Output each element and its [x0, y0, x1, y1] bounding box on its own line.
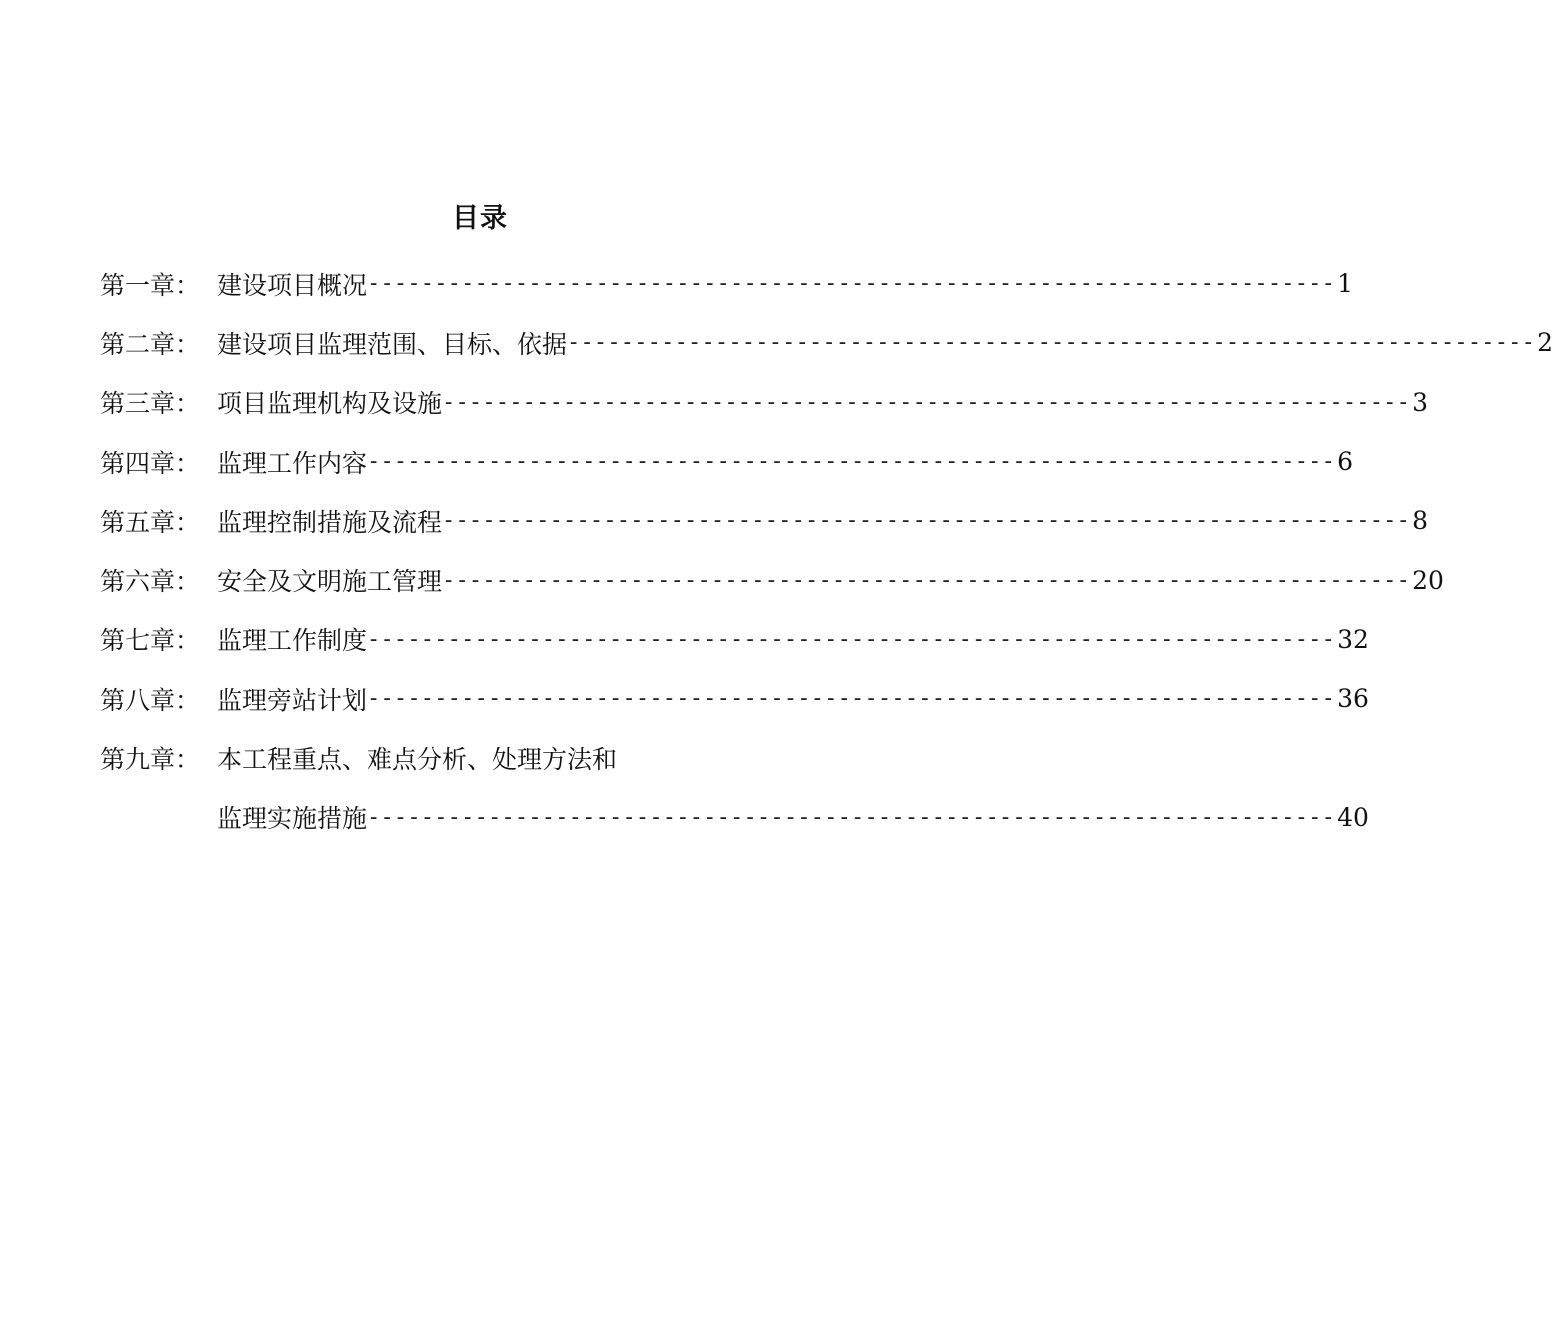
- toc-entry-chapter-6: [100, 550, 1444, 609]
- dot-leader: ------------------------------------------------------------------------: [367, 804, 1336, 830]
- dot-leader: ------------------------------------------------------------------------: [367, 686, 1336, 712]
- chapter-label: 第五章：: [100, 507, 201, 537]
- toc-entry-chapter-2: [100, 313, 1553, 372]
- toc-title: 目录: [452, 203, 508, 234]
- chapter-label: 第二章：: [100, 329, 201, 359]
- chapter-title: 安全及文明施工管理: [217, 567, 443, 597]
- page-number: 8: [1412, 506, 1428, 536]
- chapter-title: 监理实施措施: [217, 804, 368, 834]
- dot-leader: ------------------------------------------------------------------------: [367, 271, 1336, 297]
- chapter-label: 第四章：: [100, 448, 201, 478]
- toc-entry-chapter-4: [100, 432, 1353, 491]
- chapter-label: 第九章：: [100, 745, 201, 775]
- chapter-title: 项目监理机构及设施: [217, 389, 443, 419]
- page-number: 2: [1537, 328, 1553, 358]
- chapter-label: 第一章：: [100, 270, 201, 300]
- page-number: 32: [1337, 624, 1369, 654]
- dot-leader: ------------------------------------------------------------------------: [442, 389, 1411, 415]
- dot-leader: ------------------------------------------------------------------------: [442, 567, 1411, 593]
- dot-leader: ------------------------------------------------------------------------: [442, 508, 1411, 534]
- toc-entry-chapter-9-continued: [100, 788, 1369, 847]
- page-number: 40: [1337, 802, 1369, 832]
- chapter-title: 监理工作内容: [217, 448, 368, 478]
- dot-leader: ------------------------------------------------------------------------: [367, 626, 1336, 652]
- toc-entry-chapter-8: [100, 669, 1369, 728]
- toc-entry-chapter-5: [100, 491, 1428, 550]
- dot-leader: ------------------------------------------------------------------------: [367, 449, 1336, 475]
- page-number: 36: [1337, 684, 1369, 714]
- toc-entry-chapter-9: [100, 728, 820, 787]
- chapter-label: 第三章：: [100, 389, 201, 419]
- chapter-label: 第七章：: [100, 626, 201, 656]
- toc-list: [100, 254, 1553, 847]
- chapter-title: 监理旁站计划: [217, 685, 368, 715]
- chapter-title: 建设项目监理范围、目标、依据: [217, 329, 568, 359]
- page-number: 3: [1412, 387, 1428, 417]
- toc-entry-chapter-3: [100, 373, 1428, 432]
- dot-leader: ------------------------------------------------------------------------: [567, 330, 1536, 356]
- chapter-title: 本工程重点、难点分析、处理方法和: [217, 745, 618, 775]
- toc-entry-chapter-7: [100, 610, 1369, 669]
- toc-entry-chapter-1: [100, 254, 1353, 313]
- chapter-title: 监理工作制度: [217, 626, 368, 656]
- chapter-title: 监理控制措施及流程: [217, 507, 443, 537]
- chapter-label: 第八章：: [100, 685, 201, 715]
- page-number: 1: [1337, 269, 1353, 299]
- page-number: 6: [1337, 447, 1353, 477]
- chapter-title: 建设项目概况: [217, 270, 368, 300]
- page-number: 20: [1412, 565, 1444, 595]
- chapter-label: 第六章：: [100, 567, 201, 597]
